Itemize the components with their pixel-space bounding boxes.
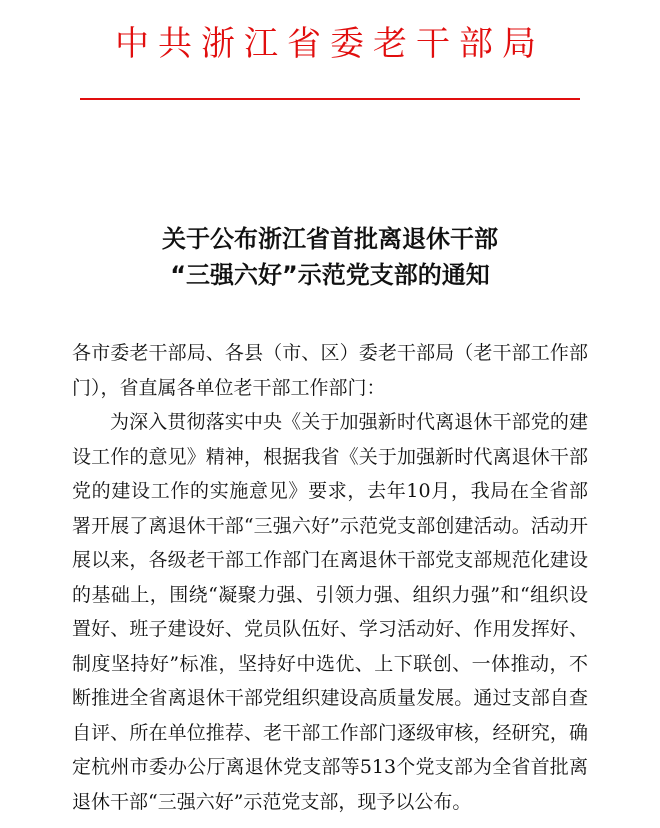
salutation: 各市委老干部局、各县（市、区）委老干部局（老干部工作部门），省直属各单位老干部工作部门： bbox=[72, 342, 588, 399]
letterhead-red-rule bbox=[80, 98, 580, 100]
document-body bbox=[72, 336, 588, 819]
document-title bbox=[0, 221, 660, 293]
body-paragraph: 为深入贯彻落实中央《关于加强新时代离退休干部党的建设工作的意见》精神，根据我省《关于加强新时代离退休干部党的建设工作的实施意见》要求，去年10月，我局在全省部署开展了离退休干部“三强六好”示范党支部创建活动。活动开展以来，各级老干部工作部门在离退休干部党支部规范化建设的基础上，围绕“凝聚力强、引领力强、组织力强”和“组织设置好、班子建设好、党员队伍好、学习活动好、作用发挥好、制度坚持好”标准，坚持好中选优、上下联创、一体推动，不断推进全省离退休干部党组织建设高质量发展。通过支部自查自评、所在单位推荐、老干部工作部门逐级审核，经研究，确定杭州市委办公厅离退休党支部等513个党支部为全省首批离退休干部“三强六好”示范党支部，现予以公布。 bbox=[72, 411, 588, 813]
title-line-1: 关于公布浙江省首批离退休干部 bbox=[162, 225, 498, 253]
letterhead-org-name: 中共浙江省委老干部局 bbox=[115, 24, 545, 64]
title-line-2: “三强六好”示范党支部的通知 bbox=[170, 261, 490, 289]
